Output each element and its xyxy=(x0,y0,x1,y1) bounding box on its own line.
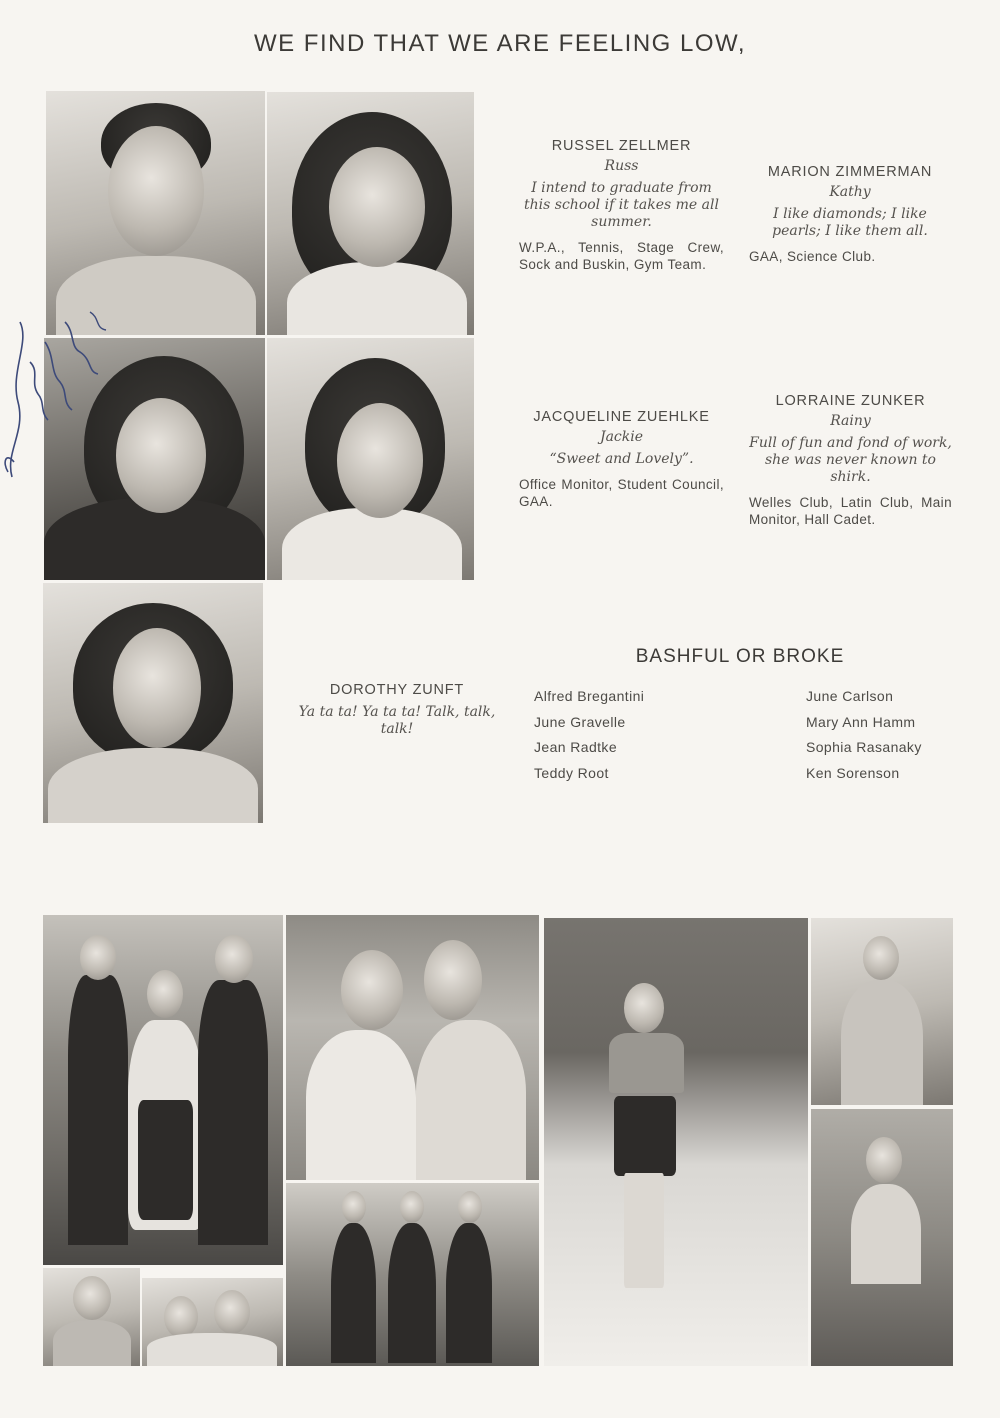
bashful-name: June Gravelle xyxy=(534,713,626,730)
candid-photo-two-boys xyxy=(286,915,539,1180)
candid-photo-girl-standing xyxy=(811,918,953,1105)
senior-activities: GAA, Science Club. xyxy=(749,249,876,264)
senior-activities: Office Monitor, Student Council, GAA. xyxy=(519,477,724,509)
senior-nickname: Russ xyxy=(604,158,639,174)
page-title: WE FIND THAT WE ARE FEELING LOW, xyxy=(253,30,747,57)
senior-name: RUSSEL ZELLMER xyxy=(551,138,692,154)
candid-photo-smiling-girl xyxy=(43,1268,140,1366)
candid-photo-three-friends xyxy=(43,915,283,1265)
entry-jacqueline-zuehlke xyxy=(519,409,724,510)
entry-dorothy-zunft xyxy=(292,682,502,738)
entry-lorraine-zunker xyxy=(749,393,952,528)
senior-name: JACQUELINE ZUEHLKE xyxy=(533,409,710,425)
entry-marion-zimmerman xyxy=(749,164,951,265)
portrait-lorraine-zunker xyxy=(267,338,474,580)
senior-quote: Full of fun and fond of work, she was never known to shirk. xyxy=(749,435,952,485)
candid-photo-group-close-up xyxy=(142,1278,283,1366)
senior-name: DOROTHY ZUNFT xyxy=(329,682,465,698)
senior-activities: W.P.A., Tennis, Stage Crew, Sock and Buskin, Gym Team. xyxy=(519,240,724,272)
candid-photo-girl-sitting xyxy=(811,1109,953,1366)
portrait-dorothy-zunft xyxy=(43,583,263,823)
entry-russel-zellmer xyxy=(519,138,724,273)
senior-quote: I intend to graduate from this school if it takes me all summer. xyxy=(524,180,719,230)
bashful-name: Teddy Root xyxy=(534,764,609,781)
handwritten-signature xyxy=(0,302,120,502)
bashful-name: Alfred Bregantini xyxy=(534,688,645,704)
senior-name: LORRAINE ZUNKER xyxy=(775,393,926,409)
senior-activities: Welles Club, Latin Club, Main Monitor, Hall Cadet. xyxy=(749,495,952,527)
portrait-marion-zimmerman xyxy=(267,92,474,335)
senior-quote: I like diamonds; I like pearls; I like them all. xyxy=(772,206,928,239)
portrait-russel-zellmer xyxy=(46,91,265,335)
senior-nickname: Jackie xyxy=(599,429,644,445)
senior-name: MARION ZIMMERMAN xyxy=(767,164,933,180)
senior-quote: “Sweet and Lovely”. xyxy=(549,451,694,467)
candid-photo-three-boys-by-car xyxy=(286,1183,539,1366)
candid-photo-girl-in-snow xyxy=(544,918,808,1366)
bashful-name: Jean Radtke xyxy=(534,739,618,755)
bashful-right-column xyxy=(806,688,922,790)
bashful-heading: BASHFUL OR BROKE xyxy=(635,646,845,667)
senior-quote: Ya ta ta! Ya ta ta! Talk, talk, talk! xyxy=(298,704,496,737)
bashful-name: Ken Sorenson xyxy=(806,764,900,781)
bashful-left-column xyxy=(534,688,644,790)
senior-nickname: Kathy xyxy=(829,184,871,200)
bashful-name: Mary Ann Hamm xyxy=(806,713,916,730)
senior-nickname: Rainy xyxy=(830,413,871,429)
bashful-name: Sophia Rasanaky xyxy=(806,739,922,755)
bashful-name: June Carlson xyxy=(806,688,894,704)
